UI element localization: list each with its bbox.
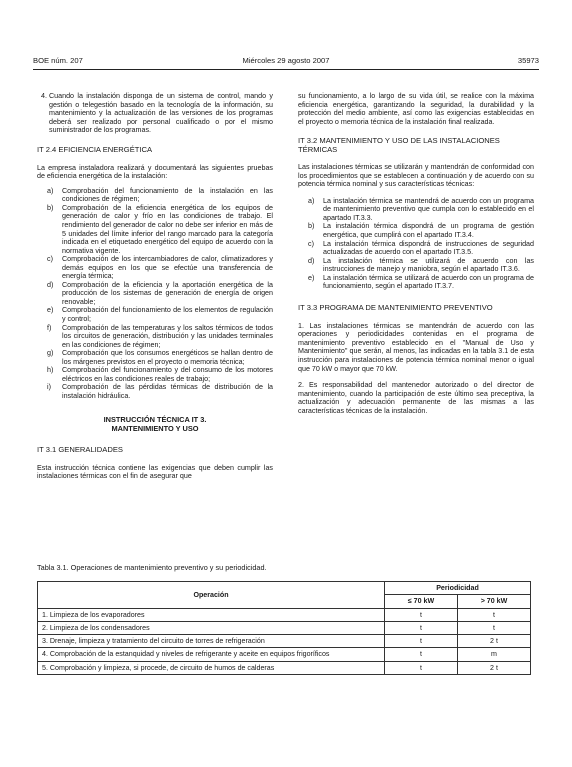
list-item: [45, 366, 273, 383]
efficiency-tests-list: [37, 187, 273, 401]
periodicity-le-70-cell: t: [385, 648, 458, 661]
list-item-text: Comprobación de las pérdidas térmicas de distribución de la instalación hidráulica.: [62, 383, 273, 400]
operation-cell: 4. Comprobación de la estanquidad y niveles de refrigerante y aceite en equipos frigoríficos: [38, 648, 385, 661]
instruction-title-line-1: INSTRUCCIÓN TÉCNICA IT 3.: [103, 414, 207, 424]
list-marker: h): [47, 366, 54, 375]
list-item-text: La instalación térmica se utilizará de acuerdo con las instrucciones de manejo y maniobra, según el apartado IT.3.6.: [323, 256, 534, 274]
periodicity-gt-70-cell: 2 t: [458, 635, 531, 648]
list-item-text: Comprobación de la eficiencia energética de los equipos de generación de calor y frío en las condiciones de trabajo. El rendimiento del generador de calor no debe ser inferior en más de 5 unidades del límite inferior del rango marcado para la categoría indicada en el etiquetado energético del equipo de acuerdo con la normativa vigente.: [62, 203, 273, 255]
list-item-text: Comprobación del funcionamiento y del consumo de los motores eléctricos en las condiciones reales de trabajo;: [62, 366, 273, 383]
list-item: [306, 197, 534, 223]
list-marker: b): [308, 222, 315, 231]
periodicity-le-70-cell: t: [385, 608, 458, 621]
table-row: [38, 648, 531, 661]
section-heading-it-3-2: IT 3.2 MANTENIMIENTO Y USO DE LAS INSTALACIONES TÉRMICAS: [298, 136, 500, 155]
table-row: [38, 661, 531, 674]
list-item: [306, 240, 534, 257]
operation-cell: 5. Comprobación y limpieza, si procede, de circuito de humos de calderas: [38, 661, 385, 674]
periodicity-gt-70-cell: 2 t: [458, 661, 531, 674]
header-rule: [33, 69, 539, 70]
table-row: [38, 635, 531, 648]
column-header-operation: Operación: [38, 582, 385, 609]
paragraph-it-3-3-1: 1. Las instalaciones térmicas se mantendrán de acuerdo con las operaciones y periodicidades contenidas en el programa de mantenimiento preventivo establecido en el "Manual de Uso y Mantenimiento" que serán, al menos, las indicadas en la tabla 3.1 de esta instrucción para instalaciones de potencia térmica nominal menor o igual que 70 kW o mayor que 70 kW.: [298, 321, 534, 373]
maintenance-table: [37, 581, 531, 675]
list-item: [45, 349, 273, 366]
list-item-text: Comprobación del funcionamiento de los elementos de regulación y control;: [62, 306, 273, 324]
list-item-4: [37, 92, 273, 135]
list-marker: i): [47, 383, 51, 392]
list-item-text: Comprobación de los intercambiadores de calor, climatizadores y demás equipos en los que se efectúe una transferencia de energía térmica;: [62, 255, 273, 281]
section-heading-it-3-3: IT 3.3 PROGRAMA DE MANTENIMIENTO PREVENTIVO: [298, 302, 493, 312]
list-marker: f): [47, 323, 52, 332]
list-item-text: La instalación térmica se mantendrá de acuerdo con un programa de mantenimiento preventivo que cumpla con lo establecido en el apartado IT.3.3.: [323, 196, 534, 222]
list-marker: d): [47, 280, 54, 289]
operation-cell: 2. Limpieza de los condensadores: [38, 621, 385, 634]
periodicity-gt-70-cell: t: [458, 608, 531, 621]
journal-issue: BOE núm. 207: [33, 56, 83, 65]
page-number: 35973: [517, 56, 539, 65]
list-marker: a): [308, 196, 315, 205]
periodicity-gt-70-cell: t: [458, 621, 531, 634]
list-marker: c): [47, 255, 53, 264]
page-header: [33, 56, 539, 68]
list-item-text: Comprobación de la eficiencia y la aportación energética de la producción de los sistemas de generación de energía de origen renovable;: [62, 280, 273, 306]
paragraph-it-3-1-continued: su funcionamiento, a lo largo de su vida útil, se realice con la máxima eficiencia energética, garantizando la seguridad, la durabilidad y la protección del medio ambiente, así como las exigencias establecidas en el proyecto o memoria técnica de la instalación final realizada.: [298, 92, 534, 126]
list-item: [45, 281, 273, 307]
periodicity-gt-70-cell: m: [458, 648, 531, 661]
list-item: [306, 222, 534, 239]
paragraph-it-2-4-intro: La empresa instaladora realizará y documentará las siguientes pruebas de eficiencia energética de la instalación:: [37, 163, 273, 181]
left-column: [37, 92, 273, 481]
section-heading-it-2-4: IT 2.4 EFICIENCIA ENERGÉTICA: [37, 144, 153, 154]
right-column: [298, 92, 534, 415]
list-item: [45, 383, 273, 400]
list-marker: d): [308, 256, 315, 265]
paragraph-it-3-1: Esta instrucción técnica contiene las exigencias que deben cumplir las instalaciones térmicas con el fin de asegurar que: [37, 463, 273, 481]
table-caption: Tabla 3.1. Operaciones de mantenimiento preventivo y su periodicidad.: [37, 563, 267, 572]
list-item: [45, 204, 273, 255]
column-header-periodicity: Periodicidad: [385, 582, 531, 595]
list-item-text: Comprobación de las temperaturas y los saltos térmicos de todos los circuitos de generación, distribución y las unidades terminales en las condiciones de régimen;: [62, 323, 273, 349]
periodicity-le-70-cell: t: [385, 621, 458, 634]
list-marker: a): [47, 186, 54, 195]
list-item: [45, 306, 273, 323]
periodicity-le-70-cell: t: [385, 635, 458, 648]
column-header-gt-70kw: > 70 kW: [458, 595, 531, 608]
list-marker: c): [308, 239, 314, 248]
table-body: [38, 608, 531, 674]
paragraph-it-3-3-2: 2. Es responsabilidad del mantenedor autorizado o del director de mantenimiento, cuando la participación de este último sea preceptiva, la actualización y adecuación permanente de las mismas a las características técnicas de la instalación.: [298, 381, 534, 415]
list-item: [45, 324, 273, 350]
item-text: Cuando la instalación disponga de un sistema de control, mando y gestión o telegestión basado en la tecnología de la información, su mantenimiento y la actualización de las versiones de los programas deberá ser realizado por personal cualificado o por el mismo suministrador de los programas.: [49, 92, 273, 135]
instruction-title: [37, 415, 273, 433]
list-marker: e): [47, 306, 54, 315]
operation-cell: 3. Drenaje, limpieza y tratamiento del circuito de torres de refrigeración: [38, 635, 385, 648]
maintenance-procedures-list: [298, 197, 534, 291]
periodicity-le-70-cell: t: [385, 661, 458, 674]
list-item: [45, 187, 273, 204]
list-item-text: La instalación térmica se utilizará de acuerdo con un programa de funcionamiento, según el apartado IT.3.7.: [323, 273, 534, 291]
column-header-le-70kw: ≤ 70 kW: [385, 595, 458, 608]
item-number: 4.: [41, 92, 47, 100]
paragraph-it-3-2: Las instalaciones térmicas se utilizarán y mantendrán de conformidad con los procedimientos que se establecen a continuación y de acuerdo con su potencia térmica nominal y sus características técnicas:: [298, 163, 534, 189]
list-item: [306, 257, 534, 274]
publication-date: Miércoles 29 agosto 2007: [242, 56, 330, 65]
section-heading-it-3-1: IT 3.1 GENERALIDADES: [37, 444, 123, 454]
instruction-title-line-2: MANTENIMIENTO Y USO: [111, 423, 199, 433]
list-item: [306, 274, 534, 291]
list-marker: g): [47, 349, 54, 358]
operation-cell: 1. Limpieza de los evaporadores: [38, 608, 385, 621]
list-item-text: La instalación térmica dispondrá de un programa de gestión energética, que cumplirá con el apartado IT.3.4.: [323, 222, 534, 240]
table-row: [38, 621, 531, 634]
list-item-text: Comprobación del funcionamiento de la instalación en las condiciones de régimen;: [62, 186, 273, 204]
list-marker: b): [47, 203, 54, 212]
list-item-text: Comprobación que los consumos energéticos se hallan dentro de los márgenes previstos en el proyecto o memoria técnica;: [62, 349, 273, 366]
table-row: [38, 608, 531, 621]
list-item: [45, 255, 273, 281]
list-item-text: La instalación térmica dispondrá de instrucciones de seguridad actualizadas de acuerdo con el apartado IT.3.5.: [323, 239, 534, 257]
list-marker: e): [308, 273, 315, 282]
